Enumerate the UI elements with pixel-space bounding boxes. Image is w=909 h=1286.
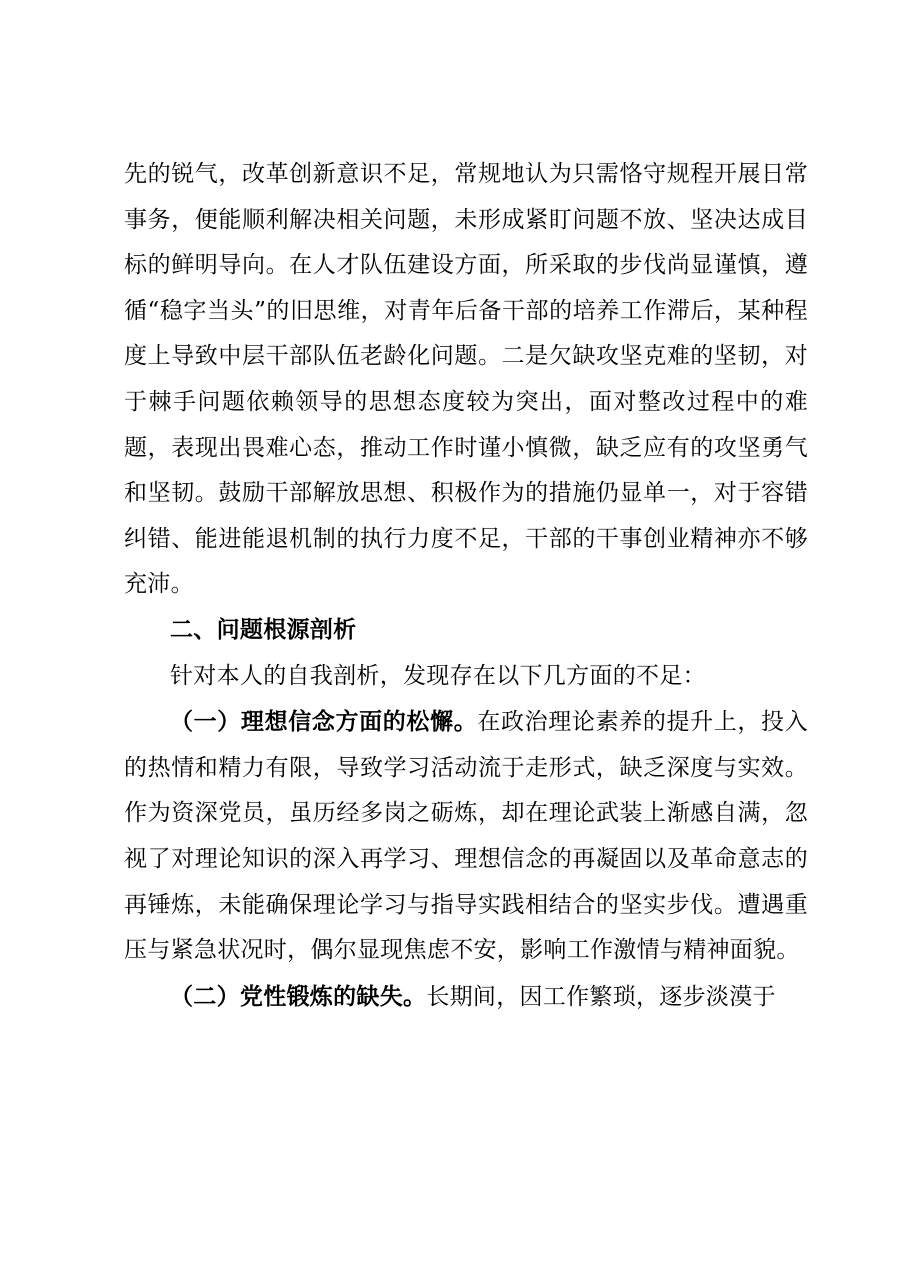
intro-paragraph: 针对本人的自我剖析，发现存在以下几方面的不足：: [170, 662, 706, 689]
item-2-paragraph: [124, 974, 808, 1021]
item-1-lead: （一）理想信念方面的松懈。: [170, 708, 478, 736]
item-2-lead: （二）党性锻炼的缺失。: [170, 982, 427, 1010]
item-1-body: 在政治理论素养的提升上，投入的热情和精力有限，导致学习活动流于走形式，缺乏深度与实效。作为资深党员，虽历经多岗之砺炼，却在理论武装上渐感自满，忽视了对理论知识的深入再学习、理想信念的再凝固以及革命意志的再锤炼，未能确保理论学习与指导实践相结合的坚实步伐。遭遇重压与紧急状况时，偶尔显现焦虑不安，影响工作激情与精神面貌。: [124, 709, 809, 964]
item-2-body: 长期间，因工作繁琐，逐步淡漠于: [426, 983, 776, 1010]
item-1-paragraph: [124, 699, 808, 974]
document-body: [124, 152, 808, 1020]
paragraph-continued: 先的锐气，改革创新意识不足，常规地认为只需恪守规程开展日常事务，便能顺利解决相关问题，未形成紧盯问题不放、坚决达成目标的鲜明导向。在人才队伍建设方面，所采取的步伐尚显谨慎，遵循“稳字当头”的旧思维，对青年后备干部的培养工作滞后，某种程度上导致中层干部队伍老龄化问题。二是欠缺攻坚克难的坚韧，对于棘手问题依赖领导的思想态度较为突出，面对整改过程中的难题，表现出畏难心态，推动工作时谨小慎微，缺乏应有的攻坚勇气和坚韧。鼓励干部解放思想、积极作为的措施仍显单一，对于容错纠错、能进能退机制的执行力度不足，干部的干事创业精神亦不够充沛。: [124, 161, 808, 598]
section-heading: 二、问题根源剖析: [170, 616, 357, 643]
